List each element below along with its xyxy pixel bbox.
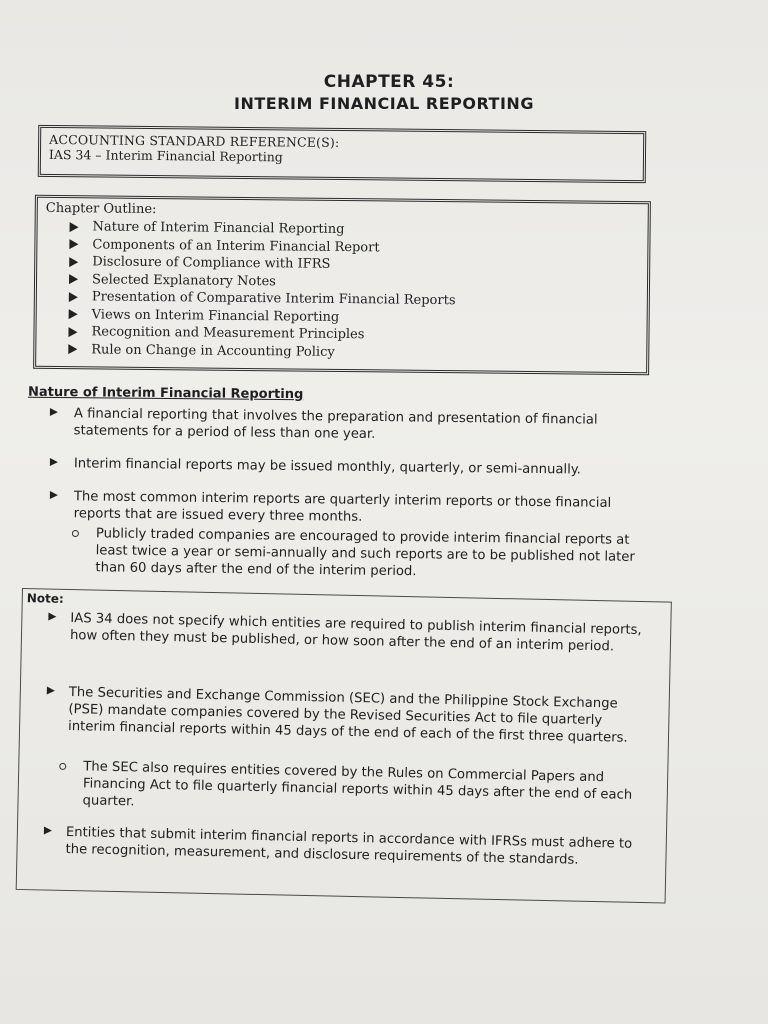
triangle-bullet-icon <box>48 613 56 621</box>
note-label: Note: <box>26 591 64 606</box>
chapter-title: INTERIM FINANCIAL REPORTING <box>234 94 534 113</box>
chapter-outline-box <box>33 195 651 375</box>
outline-item-label: Recognition and Measurement Principles <box>91 324 365 343</box>
outline-item-label: Components of an Interim Financial Report <box>92 237 380 256</box>
triangle-bullet-icon <box>44 827 52 835</box>
chapter-number: CHAPTER 45: <box>323 72 455 92</box>
circle-bullet-icon <box>72 530 79 537</box>
outline-list <box>68 218 639 364</box>
triangle-bullet-icon <box>47 687 55 695</box>
section-heading: Nature of Interim Financial Reporting <box>27 384 304 403</box>
section-sub-bullet <box>71 525 656 583</box>
triangle-bullet-icon <box>50 408 58 416</box>
triangle-bullet-icon <box>70 222 79 232</box>
triangle-bullet-icon <box>68 327 77 337</box>
outline-item-label: Nature of Interim Financial Reporting <box>92 219 345 238</box>
outline-heading: Chapter Outline: <box>45 200 157 218</box>
note-bullet <box>46 684 643 747</box>
reference-item: IAS 34 – Interim Financial Reporting <box>48 146 283 165</box>
outline-item-label: Presentation of Comparative Interim Financial Reports <box>91 289 456 309</box>
circle-bullet-icon <box>59 763 66 770</box>
triangle-bullet-icon <box>69 257 78 267</box>
bullet-text: A financial reporting that involves the preparation and presentation of financial statements for a period of less than one year. <box>73 406 598 442</box>
triangle-bullet-icon <box>69 274 78 284</box>
reference-heading: ACCOUNTING STANDARD REFERENCE(S): <box>49 131 340 150</box>
note-sub-bullet-text: The SEC also requires entities covered by the Rules on Commercial Papers and Financing Act to file quarterly financial reports within 45 days after the end of each quarter. <box>82 759 633 810</box>
note-bullet-text: The Securities and Exchange Commission (SEC) and the Philippine Stock Exchange (PSE) mandate companies covered by the Revised Securities Act to file quarterly interim financial reports within 45 days of the end of each of the first three quarters. <box>67 685 628 746</box>
note-bullet-text: IAS 34 does not specify which entities are required to publish interim financial reports, how often they must be published, or how soon after the end of an interim period. <box>69 611 642 655</box>
triangle-bullet-icon <box>68 344 77 354</box>
section-bullet <box>50 488 654 529</box>
section-bullet <box>50 405 654 446</box>
section-bullet <box>50 455 654 479</box>
bullet-text: The most common interim reports are quarterly interim reports or those financial reports that are issued every three months. <box>73 489 612 525</box>
sub-bullet-text: Publicly traded companies are encouraged to provide interim financial reports at least twice a year or semi-annually and such reports are to be published not later than 60 days after the end of the interim period. <box>95 526 635 580</box>
outline-item-label: Views on Interim Financial Reporting <box>91 307 340 325</box>
triangle-bullet-icon <box>69 292 78 302</box>
triangle-bullet-icon <box>69 239 78 249</box>
note-sub-bullet <box>58 758 651 821</box>
outline-item-label: Selected Explanatory Notes <box>91 272 276 290</box>
note-bullet <box>43 824 640 870</box>
triangle-bullet-icon <box>69 309 78 319</box>
bullet-text: Interim financial reports may be issued monthly, quarterly, or semi-annually. <box>73 456 582 478</box>
note-bullet <box>48 610 645 656</box>
outline-item-label: Rule on Change in Accounting Policy <box>91 342 335 360</box>
standard-reference-box <box>38 125 647 183</box>
triangle-bullet-icon <box>50 458 58 466</box>
triangle-bullet-icon <box>50 491 58 499</box>
chapter-title-block <box>0 72 768 113</box>
outline-item-label: Disclosure of Compliance with IFRS <box>92 254 331 273</box>
note-bullet-text: Entities that submit interim financial reports in accordance with IFRSs must adhere to the recognition, measurement, and disclosure requirements of the standards. <box>65 824 633 868</box>
note-box <box>16 588 672 904</box>
